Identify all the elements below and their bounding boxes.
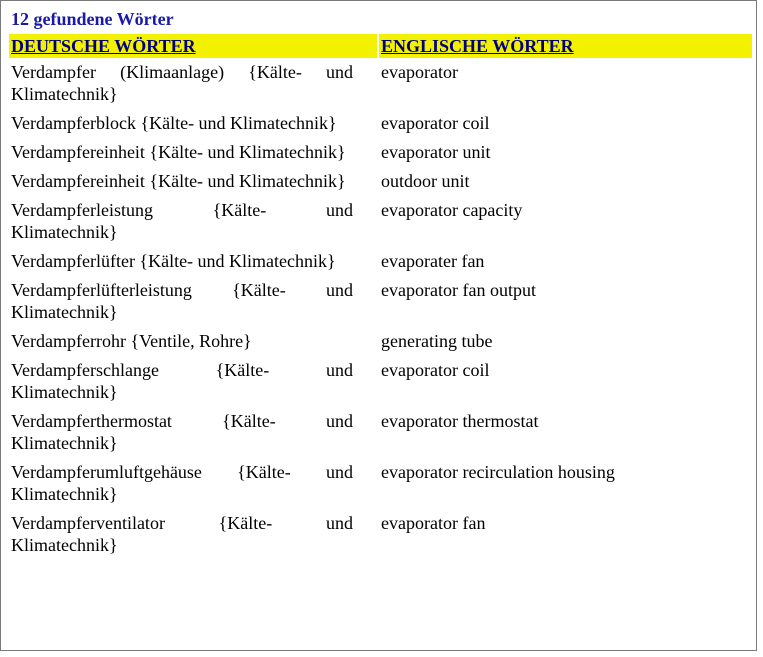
table-row [9,140,752,167]
english-term: outdoor unit [381,171,470,191]
german-term: Verdampferventilator {Kälte- und Klimatechnik} [11,513,353,555]
english-term: evaporator coil [381,360,490,380]
german-term: Verdampferblock {Kälte- und Klimatechnik} [11,113,337,133]
table-row [9,460,752,509]
table-row [9,111,752,138]
english-term: evaporator [381,62,458,82]
german-term: Verdampferthermostat {Kälte- und Klimatechnik} [11,411,353,453]
table-row [9,198,752,247]
header-german-words: DEUTSCHE WÖRTER [9,34,377,58]
table-row [9,329,752,356]
german-term: Verdampfereinheit {Kälte- und Klimatechnik} [11,142,346,162]
german-term: Verdampfer (Klimaanlage) {Kälte- und Klimatechnik} [11,62,353,104]
english-term: evaporater fan [381,251,485,271]
english-term: generating tube [381,331,493,351]
dictionary-table [7,32,754,562]
german-term: Verdampferlüfterleistung {Kälte- und Klimatechnik} [11,280,353,322]
table-row [9,169,752,196]
german-term: Verdampferleistung {Kälte- und Klimatechnik} [11,200,353,242]
result-count-title: 12 gefundene Wörter [11,9,174,29]
english-term: evaporator capacity [381,200,523,220]
german-term: Verdampferumluftgehäuse {Kälte- und Klimatechnik} [11,462,353,504]
german-term: Verdampfereinheit {Kälte- und Klimatechnik} [11,171,346,191]
english-term: evaporator thermostat [381,411,539,431]
header-english-words: ENGLISCHE WÖRTER [379,34,752,58]
german-term: Verdampferrohr {Ventile, Rohre} [11,331,252,351]
german-term: Verdampferschlange {Kälte- und Klimatechnik} [11,360,353,402]
table-header-row [9,34,752,58]
table-row [9,249,752,276]
table-row [9,60,752,109]
table-row [9,409,752,458]
english-term: evaporator unit [381,142,491,162]
english-term: evaporator fan [381,513,486,533]
german-term: Verdampferlüfter {Kälte- und Klimatechnik} [11,251,336,271]
table-row [9,511,752,560]
table-row [9,278,752,327]
english-term: evaporator coil [381,113,490,133]
english-term: evaporator fan output [381,280,536,300]
table-row [9,358,752,407]
english-term: evaporator recirculation housing [381,462,615,482]
